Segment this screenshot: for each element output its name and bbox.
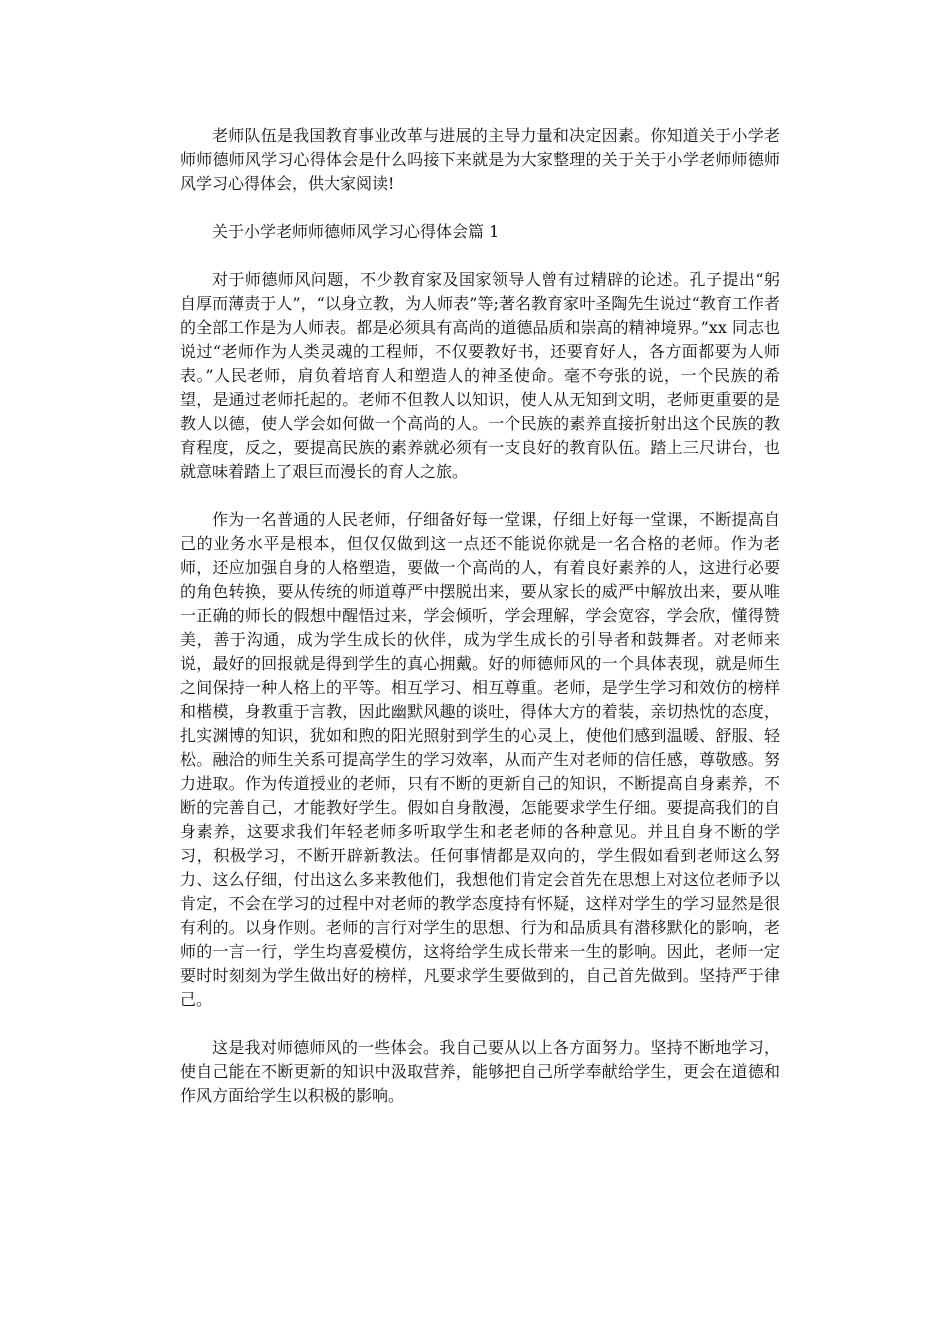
intro-paragraph: 老师队伍是我国教育事业改革与进展的主导力量和决定因素。你知道关于小学老师师德师风学习心得体会是什么吗接下来就是为大家整理的关于关于小学老师师德师风学习心得体会，供大家阅读! (180, 126, 780, 193)
body-paragraph-1: 对于师德师风问题，不少教育家及国家领导人曾有过精辟的论述。孔子提出“躬自厚而薄责于人”，“以身立教，为人师表”等;著名教育家叶圣陶先生说过“教育工作者的全部工作是为人师表。都是必须具有高尚的道德品质和崇高的精神境界。”xx 同志也说过“老师作为人类灵魂的工程师，不仅要教好书，还要育好人，各方面都要为人师表。”人民老师，肩负着培育人和塑造人的神圣使命。毫不夸张的说，一个民族的希望，是通过老师托起的。老师不但教人以知识，使人从无知到文明，老师更重要的是教人以德，使人学会如何做一个高尚的人。一个民族的素养直接折射出这个民族的教育程度，反之，要提高民族的素养就必须有一支良好的教育队伍。踏上三尺讲台，也就意味着踏上了艰巨而漫长的育人之旅。 (180, 270, 780, 481)
section-title: 关于小学老师师德师风学习心得体会篇 1 (212, 222, 500, 241)
body-paragraph-2: 作为一名普通的人民老师，仔细备好每一堂课，仔细上好每一堂课，不断提高自己的业务水平是根本，但仅仅做到这一点还不能说你就是一名合格的老师。作为老师，还应加强自身的人格塑造，要做一个高尚的人，有着良好素养的人，这进行必要的角色转换，要从传统的师道尊严中摆脱出来，要从家长的威严中解放出来，要从唯一正确的师长的假想中醒悟过来，学会倾听，学会理解，学会宽容，学会欣，懂得赞美，善于沟通，成为学生成长的伙伴，成为学生成长的引导者和鼓舞者。对老师来说，最好的回报就是得到学生的真心拥戴。好的师德师风的一个具体表现，就是师生之间保持一种人格上的平等。相互学习、相互尊重。老师，是学生学习和效仿的榜样和楷模，身教重于言教，因此幽默风趣的谈吐，得体大方的着装，亲切热忱的态度，扎实渊博的知识，犹如和煦的阳光照射到学生的心灵上，使他们感到温暖、舒服、轻松。融洽的师生关系可提高学生的学习效率，从而产生对老师的信任感，尊敬感。努力进取。作为传道授业的老师，只有不断的更新自己的知识，不断提高自身素养，不断的完善自己，才能教好学生。假如自身散漫，怎能要求学生仔细。要提高我们的自身素养，这要求我们年轻老师多听取学生和老老师的各种意见。并且自身不断的学习，积极学习，不断开辟新教法。任何事情都是双向的，学生假如看到老师这么努力、这么仔细，付出这么多来教他们，我想他们肯定会首先在思想上对这位老师予以肯定，不会在学习的过程中对老师的教学态度持有怀疑，这样对学生的学习显然是很有利的。以身作则。老师的言行对学生的思想、行为和品质具有潜移默化的影响，老师的一言一行，学生均喜爱模仿，这将给学生成长带来一生的影响。因此，老师一定要时时刻刻为学生做出好的榜样，凡要求学生要做到的，自己首先做到。坚持严于律己。 (180, 510, 780, 1009)
document-page (180, 124, 780, 1132)
body-paragraph-3: 这是我对师德师风的一些体会。我自己要从以上各方面努力。坚持不断地学习，使自己能在不断更新的知识中汲取营养，能够把自己所学奉献给学生，更会在道德和作风方面给学生以积极的影响。 (180, 1038, 780, 1105)
